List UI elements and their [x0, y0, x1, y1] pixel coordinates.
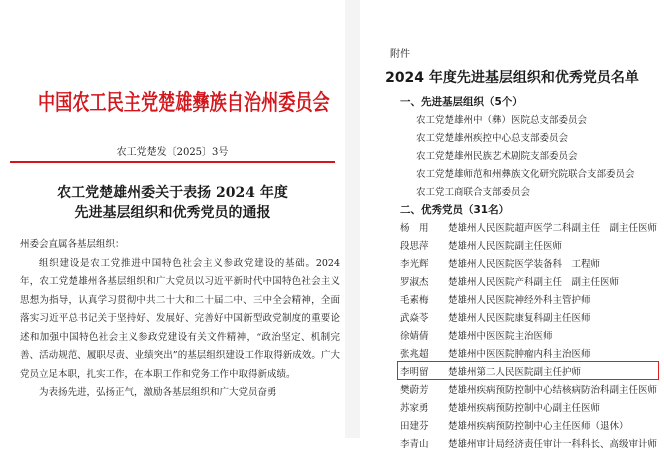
section-organizations: 一、先进基层组织（5个）: [400, 96, 523, 108]
member-row: [400, 274, 619, 288]
member-name: 苏家勇: [400, 403, 429, 414]
org-item: 农工党工商联合支部委员会: [416, 187, 531, 198]
member-desc: 楚雄州疾病预防控制中心副主任医师: [448, 403, 601, 414]
red-divider: [10, 161, 335, 163]
member-name: 毛素梅: [400, 295, 429, 306]
member-name: 段思萍: [400, 241, 429, 252]
salutation: 州委会直属各基层组织：: [20, 239, 125, 250]
annex-page: [360, 0, 664, 450]
member-name: 樊蔚芳: [400, 385, 429, 396]
member-desc: 楚雄州人民医院康复科副主任医师: [448, 313, 591, 324]
member-desc: 楚雄州人民医院医学装备科 工程师: [448, 259, 601, 270]
member-row: [400, 310, 591, 324]
member-row: [400, 346, 591, 360]
member-desc: 楚雄州人民医院超声医学二科副主任 副主任医师: [448, 223, 658, 234]
member-name: 徐婧倩: [400, 331, 429, 342]
org-item: 农工党楚雄州中（彝）医院总支部委员会: [416, 115, 588, 126]
annex-title: 2024 年度先进基层组织和优秀党员名单: [385, 70, 639, 86]
member-row: [400, 418, 629, 432]
member-name: 李明留: [400, 367, 429, 378]
document-header: 中国农工民主党楚雄彝族自治州委员会: [38, 90, 330, 116]
page-gap: [345, 0, 360, 438]
paragraph: 组织建设是农工党推进中国特色社会主义参政党建设的基础。2024 年，农工党楚雄州各基层组织和广大党员以习近平新时代中国特色社会主义思想为指导，认真学习贯彻中共二十大和二十届二中、三中全会精神，全面落实习近平总书记关于坚持好、发展好、完善好中国新型政党制度的重要论述和加强中国特色社会主义参政党建设有关文件精神，“政治坚定、机制完善、活动规范、履职尽责、业绩突出”的基层组织建设工作取得新成效。广大党员立足本职，扎实工作，在本职工作和党务工作中取得新成绩。: [20, 257, 340, 380]
member-desc: 楚雄州第二人民医院副主任护师: [448, 367, 582, 378]
member-desc: 楚雄州疾病预防控制中心结核病防治科副主任医师: [448, 385, 658, 396]
member-row: [400, 256, 600, 270]
paragraph: 为表扬先进，弘扬正气，激励各基层组织和广大党员奋勇: [39, 387, 277, 398]
member-desc: 楚雄州疾病预防控制中心主任医师（退休）: [448, 421, 629, 432]
member-desc: 楚雄州人民医院产科副主任 副主任医师: [448, 277, 620, 288]
section-members: 二、优秀党员（31名）: [400, 204, 510, 216]
member-row: [400, 382, 657, 396]
member-name: 杨 用: [400, 223, 429, 234]
member-name: 罗淑杰: [400, 277, 429, 288]
annex-label: 附件: [390, 49, 410, 60]
member-desc: 楚雄州中医医院主治医师: [448, 331, 553, 342]
notice-body: [20, 236, 340, 403]
member-row: [400, 292, 591, 306]
member-desc: 楚雄州审计局经济责任审计一科科长、高级审计师: [448, 439, 658, 450]
highlight-box: [397, 361, 659, 380]
member-name: 李光辉: [400, 259, 429, 270]
member-name: 田建芬: [400, 421, 429, 432]
document-number: 农工党楚发〔2025〕3号: [116, 147, 229, 158]
org-item: 农工党楚雄师范和州彝族文化研究院联合支部委员会: [416, 169, 635, 180]
member-row: [400, 328, 553, 342]
member-desc: 楚雄州中医医院肿瘤内科主治医师: [448, 349, 591, 360]
member-name: 武焱苓: [400, 313, 429, 324]
member-row: [400, 436, 657, 450]
notice-title-line-2: 先进基层组织和优秀党员的通报: [74, 205, 271, 221]
member-desc: 楚雄州人民医院副主任医师: [448, 241, 563, 252]
org-item: 农工党楚雄州疾控中心总支部委员会: [416, 133, 569, 144]
member-row: [400, 220, 657, 234]
member-name: 张兆超: [400, 349, 429, 360]
member-row: [400, 400, 600, 414]
member-desc: 楚雄州人民医院神经外科主管护师: [448, 295, 591, 306]
member-name: 李青山: [400, 439, 429, 450]
member-row: [400, 238, 562, 252]
notice-title-line-1: 农工党楚雄州委关于表扬 2024 年度: [57, 185, 288, 201]
org-item: 农工党楚雄州民族艺术剧院支部委员会: [416, 151, 578, 162]
